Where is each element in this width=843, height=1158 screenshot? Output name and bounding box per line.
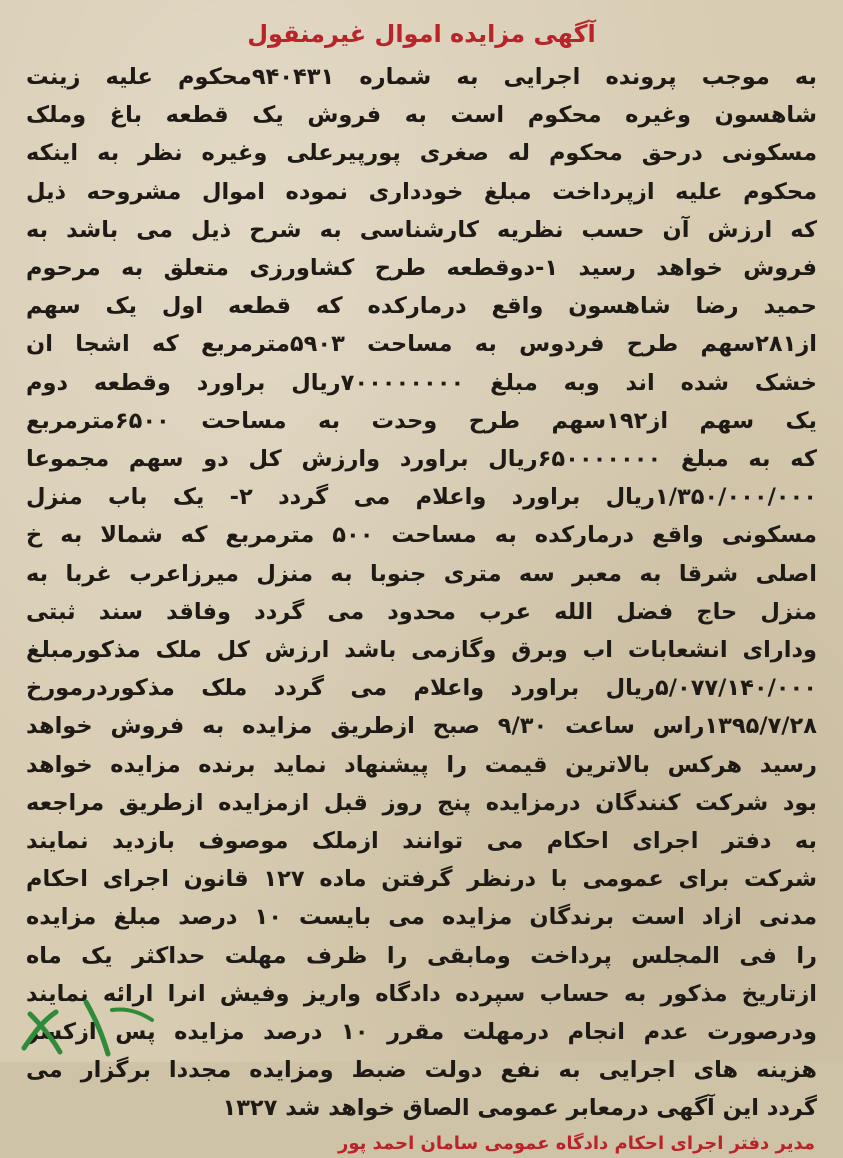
- notice-line: ۵/۰۷۷/۱۴۰/۰۰۰ریال براورد واعلام می گردد ملک مذکوردرمورخ: [26, 675, 817, 702]
- notice-line: منزل حاج فضل الله عرب محدود می گردد وفاقد سند ثبتی: [26, 598, 817, 625]
- notice-line: را فی المجلس پرداخت ومابقی را ظرف مهلت حداکثر یک ماه: [26, 942, 817, 969]
- notice-line: ودرصورت عدم انجام درمهلت مقرر ۱۰ درصد مزایده پس ازکسر: [26, 1019, 817, 1046]
- notice-line: که به مبلغ ۶۵۰۰۰۰۰۰۰ریال براورد وارزش کل دو سهم مجموعا: [26, 446, 817, 473]
- notice-line: مسکونی درحق محکوم له صغری پورپیرعلی وغیره نظر به اینکه: [26, 140, 817, 167]
- notice-line: ۱/۳۵۰/۰۰۰/۰۰۰ریال براورد واعلام می گردد ۲- یک باب منزل: [26, 484, 817, 511]
- notice-line: هزینه های اجرایی به نفع دولت ضبط ومزایده مجددا برگزار می: [26, 1057, 817, 1084]
- notice-line: رسید هرکس بالاترین قیمت را پیشنهاد نماید برنده مزایده خواهد: [26, 751, 817, 778]
- notice-body: [22, 58, 821, 1128]
- notice-line: یک سهم از۱۹۲سهم طرح وحدت به مساحت ۶۵۰۰مترمربع: [26, 407, 818, 434]
- notice-line: که ارزش آن حسب نظریه کارشناسی به شرح ذیل می باشد به: [26, 216, 817, 243]
- notice-line: به موجب پرونده اجرایی به شماره ۹۴۰۴۳۱محکوم علیه زینت: [26, 64, 817, 90]
- notice-line: ۱۳۹۵/۷/۲۸راس ساعت ۹/۳۰ صبح ازطریق مزایده به فروش خواهد: [26, 713, 817, 740]
- notice-line: حمید رضا شاهسون واقع درمارکده که قطعه اول یک سهم: [26, 293, 817, 320]
- notice-line: اصلی شرقا به معبر سه متری جنوبا به منزل میرزاعرب غربا به: [26, 560, 817, 587]
- notice-line: فروش خواهد رسید ۱-دوقطعه طرح کشاورزی متعلق به مرحوم: [26, 255, 817, 282]
- notice-line: شاهسون وغیره محکوم است به فروش یک قطعه باغ وملک: [26, 102, 817, 129]
- notice-line: از۲۸۱سهم طرح فردوس به مساحت ۵۹۰۳مترمربع که اشجا ان: [26, 331, 817, 358]
- notice-line: مسکونی واقع درمارکده به مساحت ۵۰۰ مترمربع که شمالا به خ: [26, 522, 817, 549]
- notice-line: خشک شده اند وبه مبلغ ۷۰۰۰۰۰۰۰۰ریال براورد وقطعه دوم: [26, 369, 817, 396]
- notice-line: ازتاریخ مذکور به حساب سپرده دادگاه واریز وفیش انرا ارائه نمایند: [26, 980, 817, 1007]
- notice-line: ودارای انشعابات اب وبرق وگازمی باشد ارزش کل ملک مذکورمبلغ: [26, 637, 817, 664]
- notice-line: بود شرکت کنندگان درمزایده پنج روز قبل ازمزایده ازطریق مراجعه: [26, 789, 817, 816]
- notice-title: آگهی مزایده اموال غیرمنقول: [247, 20, 596, 48]
- notice-line: شرکت برای عمومی با درنظر گرفتن ماده ۱۲۷ قانون اجرای احکام: [26, 866, 818, 893]
- notice-signature: مدیر دفتر اجرای احکام دادگاه عمومی سامان احمد پور: [337, 1132, 815, 1154]
- notice-line: مدنی ازاد است برندگان مزایده می بایست ۱۰ درصد مبلغ مزایده: [26, 904, 817, 931]
- handwritten-mark-icon: [16, 990, 166, 1060]
- notice-line-last: گردد این آگهی درمعابر عمومی الصاق خواهد شد ۱۳۲۷: [222, 1095, 817, 1122]
- notice-line: محکوم علیه ازپرداخت مبلغ خودداری نموده اموال مشروحه ذیل: [26, 178, 817, 205]
- notice-line: به دفتر اجرای احکام می توانند ازملک موصوف بازدید نمایند: [26, 828, 817, 855]
